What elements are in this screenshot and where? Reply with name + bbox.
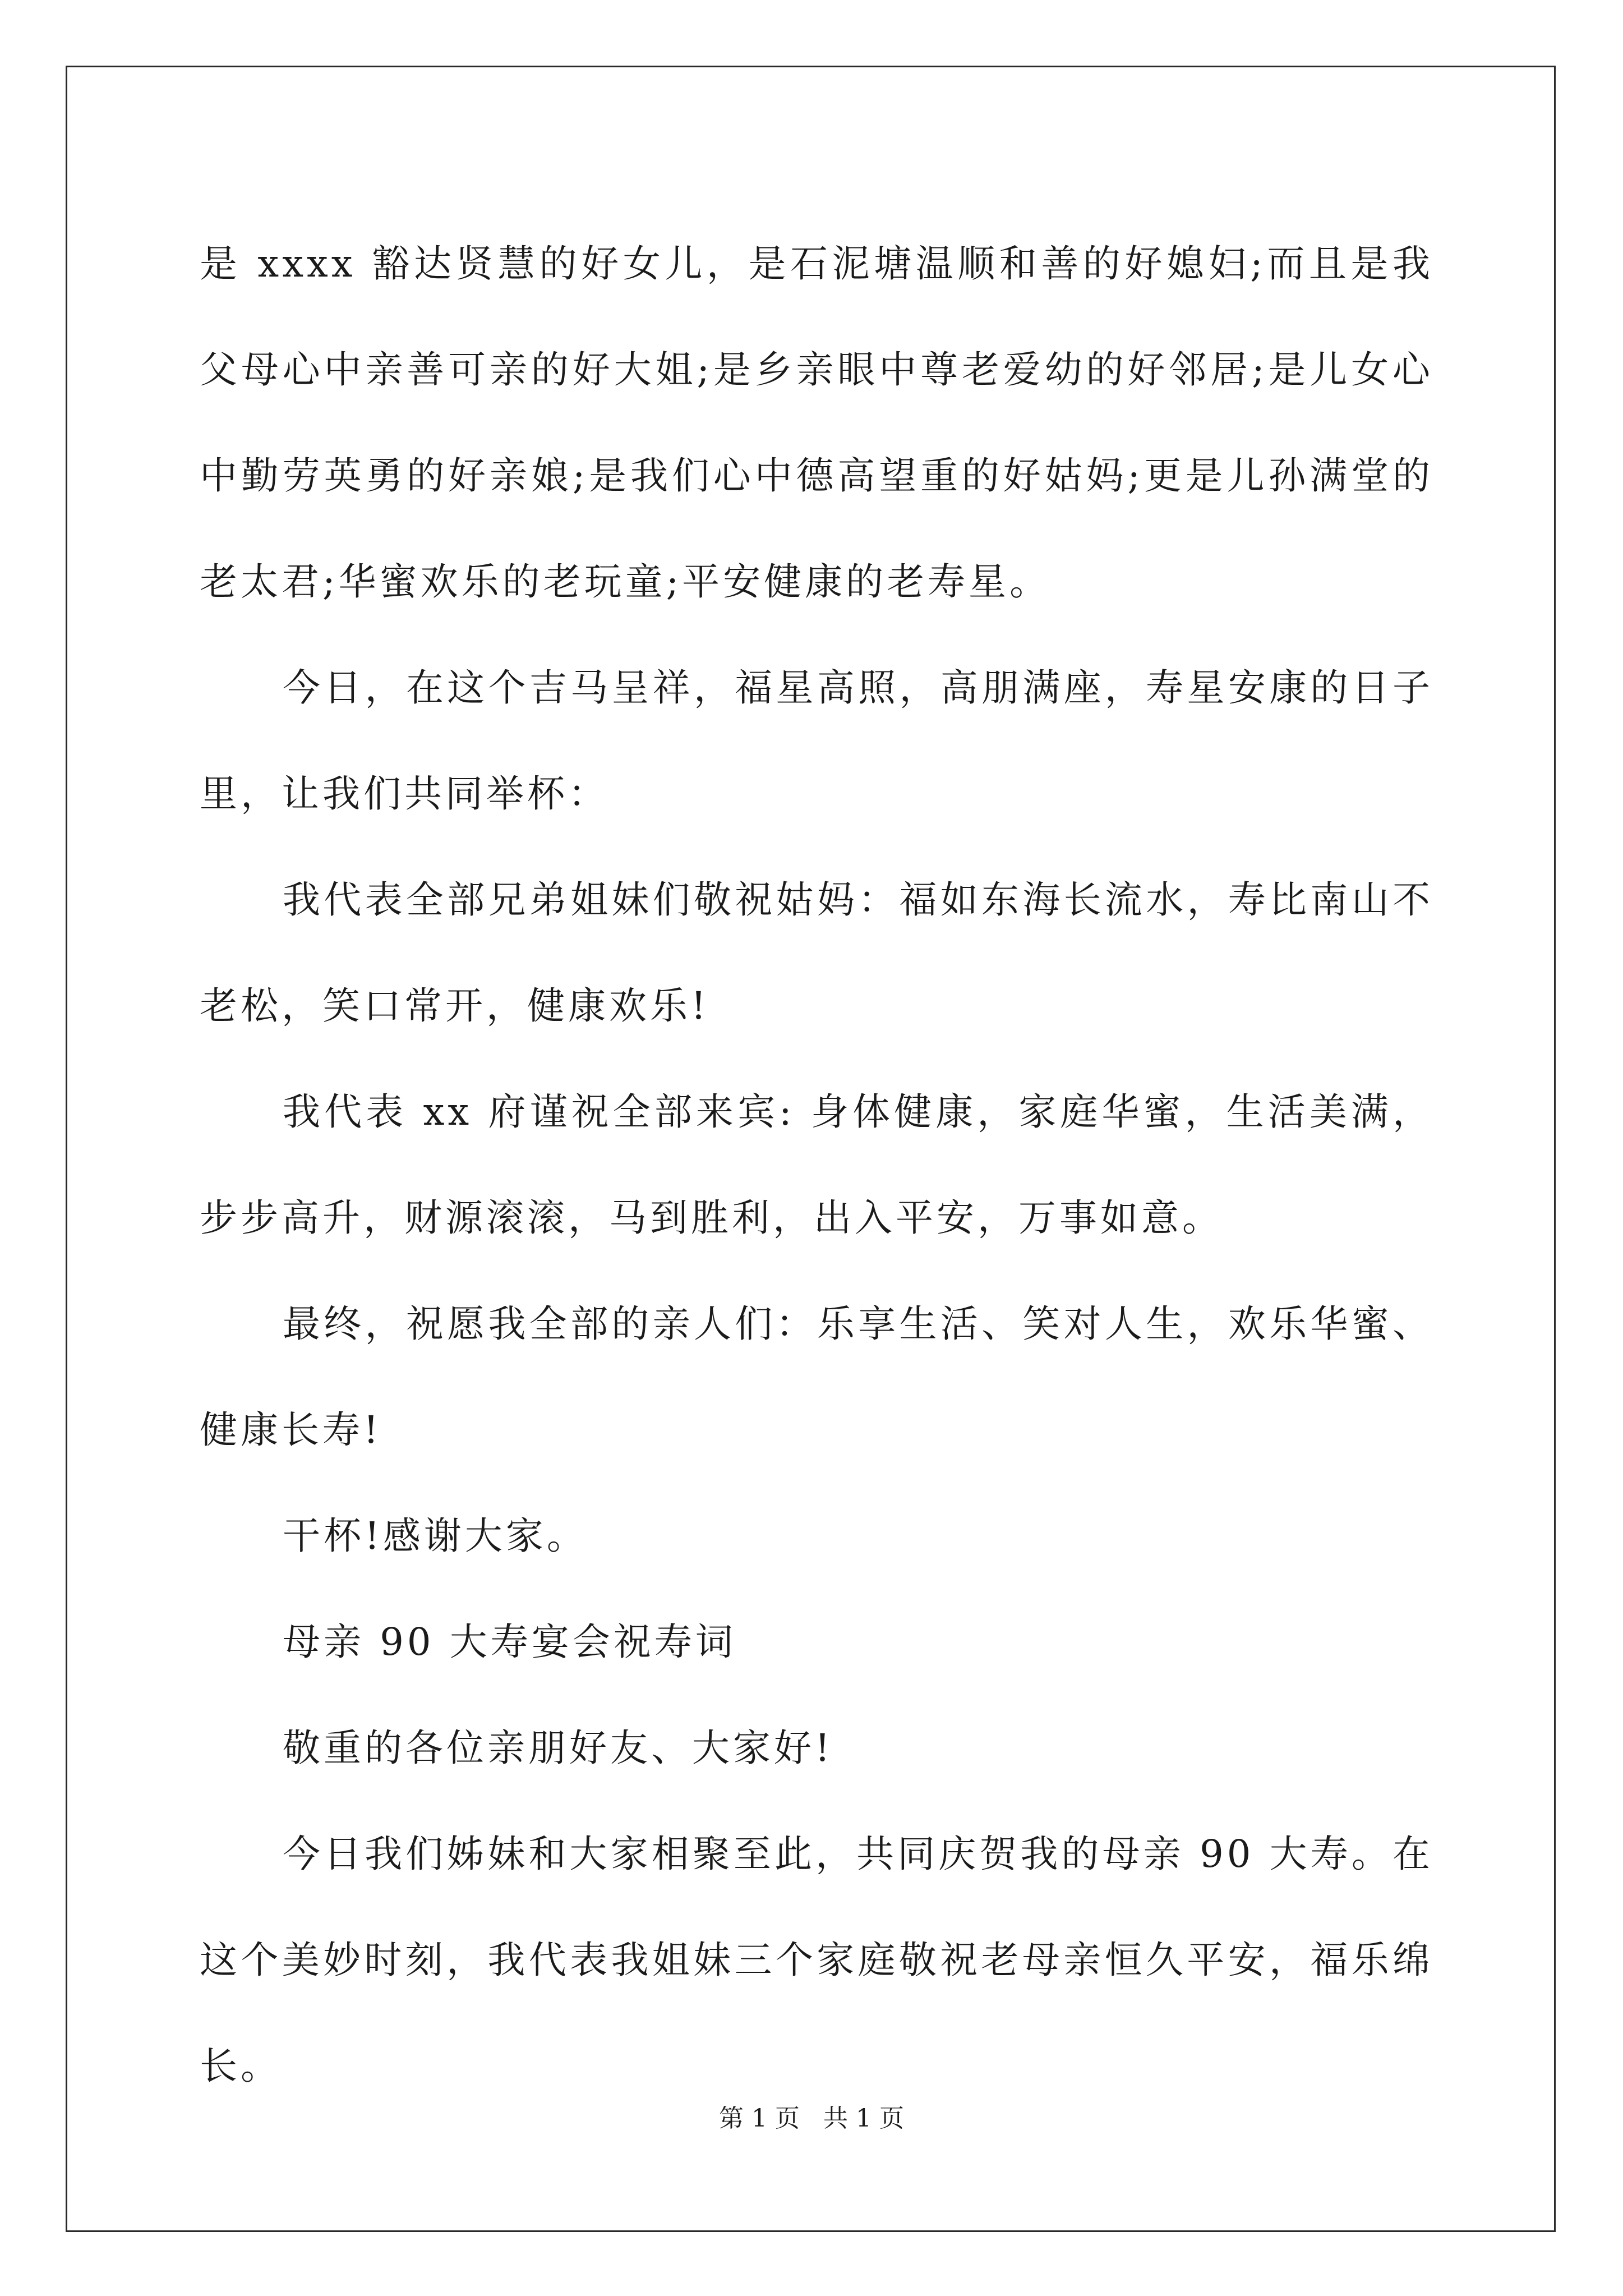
- paragraph-4: 我代表 xx 府谨祝全部来宾: 身体健康，家庭华蜜，生活美满，步步高升，财源滚滚，马到胜利，出入平安，万事如意。: [200, 1090, 1433, 1240]
- paragraph-5: 最终，祝愿我全部的亲人们：乐享生活、笑对人生，欢乐华蜜、健康长寿!: [200, 1302, 1433, 1452]
- paragraph-greeting: 敬重的各位亲朋好友、大家好!: [283, 1726, 833, 1770]
- section-heading: 母亲 90 大寿宴会祝寿词: [283, 1620, 736, 1664]
- paragraph-2: 今日，在这个吉马呈祥，福星高照，高朋满座，寿星安康的日子里，让我们共同举杯：: [200, 666, 1433, 816]
- paragraph-3: 我代表全部兄弟姐妹们敬祝姑妈：福如东海长流水，寿比南山不老松，笑口常开，健康欢乐!: [200, 878, 1433, 1028]
- paragraph-9: 今日我们姊妹和大家相聚至此，共同庆贺我的母亲 90 大寿。在这个美妙时刻，我代表我姐妹三个家庭敬祝老母亲恒久平安，福乐绵长。: [200, 1832, 1433, 2088]
- document-body: [200, 211, 1433, 2119]
- paragraph-1: 是 xxxx 豁达贤慧的好女儿，是石泥塘温顺和善的好媳妇;而且是我父母心中亲善可亲的好大姐;是乡亲眼中尊老爱幼的好邻居;是儿女心中勤劳英勇的好亲娘;是我们心中德高望重的好姑妈;更是儿孙满堂的老太君;华蜜欢乐的老玩童;平安健康的老寿星。: [200, 242, 1433, 604]
- paragraph-6: 干杯!感谢大家。: [283, 1514, 588, 1558]
- page-number-footer: 第 1 页 共 1 页: [719, 2104, 904, 2133]
